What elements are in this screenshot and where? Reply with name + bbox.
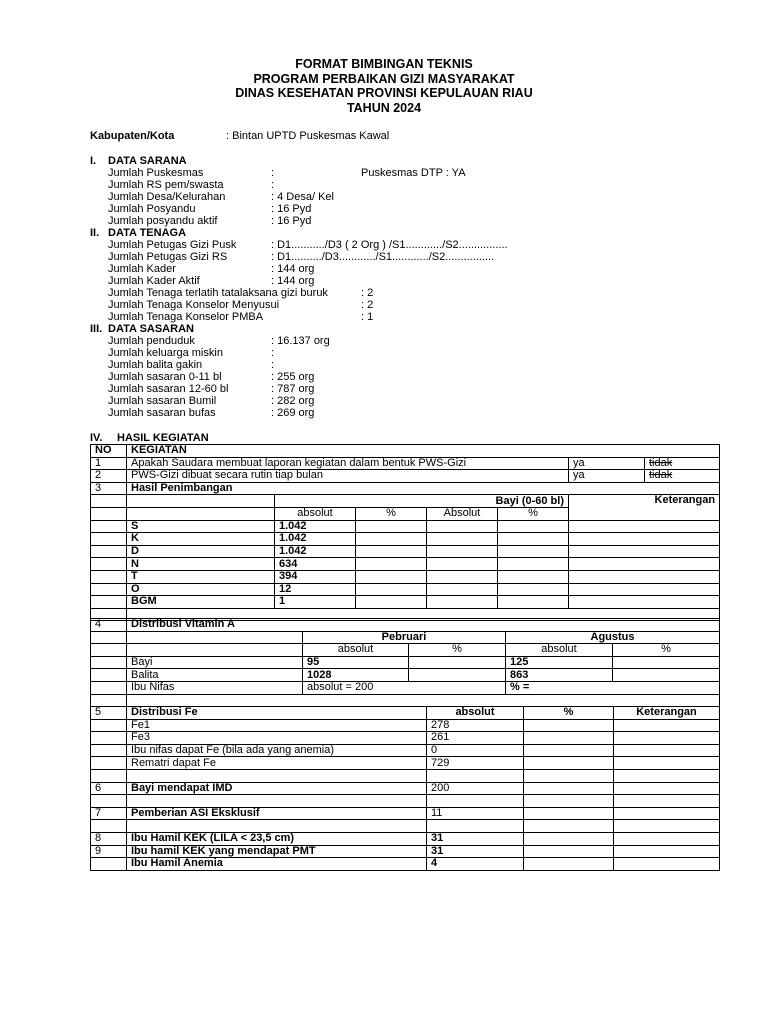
table-spacer-row [91, 694, 720, 707]
row-value: 1.042 [275, 520, 356, 533]
field-value: : [271, 347, 275, 359]
row-label: Ibu Hamil KEK (LILA < 23,5 cm) [127, 832, 427, 845]
table-row [91, 520, 720, 533]
title-line-1: FORMAT BIMBINGAN TEKNIS [295, 57, 473, 71]
row-label: Pemberian ASI Eksklusif [127, 807, 427, 820]
section-number: III. [90, 323, 103, 335]
row-value: 31 [427, 832, 524, 845]
table-row [91, 732, 720, 745]
field-label: Jumlah Tenaga Konselor Menyusui [108, 299, 280, 311]
table-row [91, 533, 720, 546]
hasil-table-a [90, 444, 720, 621]
row-value: 12 [275, 583, 356, 596]
tenaga-row [90, 287, 730, 299]
row-value: 4 [427, 858, 524, 871]
row-label: O [127, 583, 275, 596]
hasil-table-c [90, 706, 720, 871]
row-label: D [127, 545, 275, 558]
col-no: NO [91, 445, 127, 458]
page-title [0, 57, 768, 115]
field-value: : [271, 167, 275, 179]
tenaga-row [90, 299, 730, 311]
field-value: : D1........../D3............/S1............/S2................ [271, 251, 495, 263]
field-value: : 1 [361, 311, 374, 323]
row-label: Rematri dapat Fe [127, 757, 427, 770]
table-row [91, 656, 720, 669]
hasil-table-b [90, 618, 720, 707]
row-label: S [127, 520, 275, 533]
table-row [91, 482, 720, 495]
field-label: Jumlah sasaran Bumil [108, 395, 217, 407]
col-absolut: absolut [275, 507, 356, 520]
row-value: 31 [427, 845, 524, 858]
kabupaten-label: Kabupaten/Kota [90, 130, 175, 142]
field-label: Jumlah sasaran bufas [108, 407, 216, 419]
option-ya: ya [569, 470, 645, 483]
row-value: 1.042 [275, 545, 356, 558]
sarana-row [90, 179, 730, 191]
section-title: DATA SARANA [108, 155, 187, 167]
field-value: : [271, 359, 275, 371]
table-row [91, 631, 720, 644]
row-text: PWS-Gizi dibuat secara rutin tiap bulan [127, 470, 569, 483]
sarana-row [90, 167, 730, 179]
field-value: : 144 org [271, 263, 315, 275]
table-row [91, 832, 720, 845]
group-header: Bayi (0-60 bl) [275, 495, 569, 508]
row-no: 4 [91, 619, 127, 632]
table-row [91, 744, 720, 757]
row-title: Hasil Penimbangan [127, 482, 720, 495]
row-value: 261 [427, 732, 524, 745]
table-row [91, 707, 720, 720]
field-value: : 2 [361, 299, 374, 311]
row-no: 8 [91, 832, 127, 845]
row-value: 634 [275, 558, 356, 571]
tenaga-row [90, 239, 730, 251]
table-row [91, 669, 720, 682]
sasaran-row [90, 395, 730, 407]
col-percent: % [613, 644, 720, 657]
row-value: 11 [427, 807, 524, 820]
sasaran-row [90, 359, 730, 371]
field-value: : 4 Desa/ Kel [271, 191, 334, 203]
table-spacer-row [91, 820, 720, 833]
row-text: Apakah Saudara membuat laporan kegiatan dalam bentuk PWS-Gizi [127, 457, 569, 470]
table-row [91, 807, 720, 820]
row-label: Fe3 [127, 732, 427, 745]
field-value: : 16 Pyd [271, 215, 312, 227]
field-label: Jumlah Posyandu [108, 203, 196, 215]
col-agustus: Agustus [506, 631, 720, 644]
title-line-2: PROGRAM PERBAIKAN GIZI MASYARAKAT [253, 71, 515, 86]
row-no: 1 [91, 457, 127, 470]
row-no: 2 [91, 470, 127, 483]
field-label: Jumlah sasaran 0-11 bl [108, 371, 222, 383]
col-percent: % [356, 507, 427, 520]
row-label: Ibu nifas dapat Fe (bila ada yang anemia) [127, 744, 427, 757]
data-section [90, 155, 730, 419]
table-row [91, 644, 720, 657]
field-value: : [271, 179, 275, 191]
row-no: 9 [91, 845, 127, 858]
col-absolut: absolut [427, 707, 524, 720]
table-row [91, 719, 720, 732]
sarana-row [90, 215, 730, 227]
option-ya: ya [569, 457, 645, 470]
col-percent: % [524, 707, 614, 720]
option-tidak: tidak [645, 457, 720, 470]
tenaga-row [90, 311, 730, 323]
section-title: DATA TENAGA [108, 227, 187, 239]
table-row [91, 596, 720, 609]
col-absolut: absolut [506, 644, 613, 657]
row-value: 1.042 [275, 533, 356, 546]
field-value: : 2 [361, 287, 374, 299]
row-value: 95 [303, 656, 409, 669]
row-value: absolut = 200 [303, 681, 506, 694]
title-line-3: DINAS KESEHATAN PROVINSI KEPULAUAN RIAU [235, 86, 533, 101]
col-percent: % [498, 507, 569, 520]
sasaran-row [90, 383, 730, 395]
col-pebruari: Pebruari [303, 631, 506, 644]
table-header-row [91, 445, 720, 458]
col-absolut: absolut [303, 644, 409, 657]
title-line-4: TAHUN 2024 [346, 100, 422, 115]
col-keterangan: Keterangan [614, 707, 720, 720]
field-value: : 269 org [271, 407, 315, 419]
field-label: Jumlah Petugas Gizi Pusk [108, 239, 237, 251]
sarana-row [90, 191, 730, 203]
table-row [91, 545, 720, 558]
row-no: 5 [91, 707, 127, 720]
tenaga-row [90, 263, 730, 275]
row-label: Ibu hamil KEK yang mendapat PMT [127, 845, 427, 858]
row-label: Bayi [127, 656, 303, 669]
row-value: % = [506, 681, 720, 694]
row-title: Distribusi Vitamin A [127, 619, 720, 632]
field-label: Jumlah Tenaga terlatih tatalaksana gizi buruk [108, 287, 328, 299]
row-label: K [127, 533, 275, 546]
row-no: 6 [91, 782, 127, 795]
row-no: 3 [91, 482, 127, 495]
table-row [91, 757, 720, 770]
row-value: 278 [427, 719, 524, 732]
row-value: 1028 [303, 669, 409, 682]
sarana-row [90, 203, 730, 215]
table-row [91, 583, 720, 596]
table-row [91, 858, 720, 871]
field-value: : 282 org [271, 395, 315, 407]
puskesmas-dtp: Puskesmas DTP : YA [361, 167, 466, 179]
table-row [91, 495, 720, 508]
row-value: 863 [506, 669, 613, 682]
tenaga-row [90, 251, 730, 263]
section-number: II. [90, 227, 100, 239]
kabupaten-value: : Bintan UPTD Puskesmas Kawal [226, 130, 390, 142]
table-row [91, 558, 720, 571]
field-value: : 16.137 org [271, 335, 330, 347]
sarana-heading [90, 155, 730, 167]
hasil-number: IV. [90, 432, 103, 444]
table-row [91, 681, 720, 694]
sasaran-row [90, 407, 730, 419]
field-value: : 787 org [271, 383, 315, 395]
section-title: DATA SASARAN [108, 323, 194, 335]
field-label: Jumlah posyandu aktif [108, 215, 218, 227]
col-absolut: Absolut [427, 507, 498, 520]
field-label: Jumlah RS pem/swasta [108, 179, 224, 191]
field-value: : 144 org [271, 275, 315, 287]
table-row [91, 845, 720, 858]
row-label: T [127, 570, 275, 583]
field-label: Jumlah Desa/Kelurahan [108, 191, 226, 203]
field-value: : 255 org [271, 371, 315, 383]
tenaga-heading [90, 227, 730, 239]
section-number: I. [90, 155, 97, 167]
field-value: : 16 Pyd [271, 203, 312, 215]
field-label: Jumlah sasaran 12-60 bl [108, 383, 229, 395]
row-label: Fe1 [127, 719, 427, 732]
row-value: 1 [275, 596, 356, 609]
field-label: Jumlah Puskesmas [108, 167, 204, 179]
field-value: : D1.........../D3 ( 2 Org ) /S1............/S2................ [271, 239, 508, 251]
col-percent: % [409, 644, 506, 657]
hasil-title: HASIL KEGIATAN [117, 432, 209, 444]
table-row [91, 782, 720, 795]
row-value: 200 [427, 782, 524, 795]
sasaran-row [90, 347, 730, 359]
table-row [91, 457, 720, 470]
table-row [91, 570, 720, 583]
table-spacer-row [91, 795, 720, 808]
keterangan-header: Keterangan [569, 495, 720, 520]
row-label: Bayi mendapat IMD [127, 782, 427, 795]
field-label: Jumlah balita gakin [108, 359, 203, 371]
option-tidak: tidak [645, 470, 720, 483]
row-label: Ibu Hamil Anemia [127, 858, 427, 871]
col-kegiatan: KEGIATAN [127, 445, 720, 458]
field-label: Jumlah Kader Aktif [108, 275, 200, 287]
sasaran-row [90, 335, 730, 347]
row-value: 0 [427, 744, 524, 757]
row-value: 125 [506, 656, 613, 669]
row-no: 7 [91, 807, 127, 820]
table-spacer-row [91, 769, 720, 782]
sasaran-row [90, 371, 730, 383]
row-label: N [127, 558, 275, 571]
field-label: Jumlah Tenaga Konselor PMBA [108, 311, 264, 323]
field-label: Jumlah penduduk [108, 335, 195, 347]
row-value: 394 [275, 570, 356, 583]
row-label: Balita [127, 669, 303, 682]
row-label: BGM [127, 596, 275, 609]
field-label: Jumlah Petugas Gizi RS [108, 251, 228, 263]
field-label: Jumlah Kader [108, 263, 176, 275]
row-value: 729 [427, 757, 524, 770]
sasaran-heading [90, 323, 730, 335]
table-row [91, 470, 720, 483]
row-title: Distribusi Fe [127, 707, 427, 720]
field-label: Jumlah keluarga miskin [108, 347, 223, 359]
table-row [91, 619, 720, 632]
row-label: Ibu Nifas [127, 681, 303, 694]
tenaga-row [90, 275, 730, 287]
